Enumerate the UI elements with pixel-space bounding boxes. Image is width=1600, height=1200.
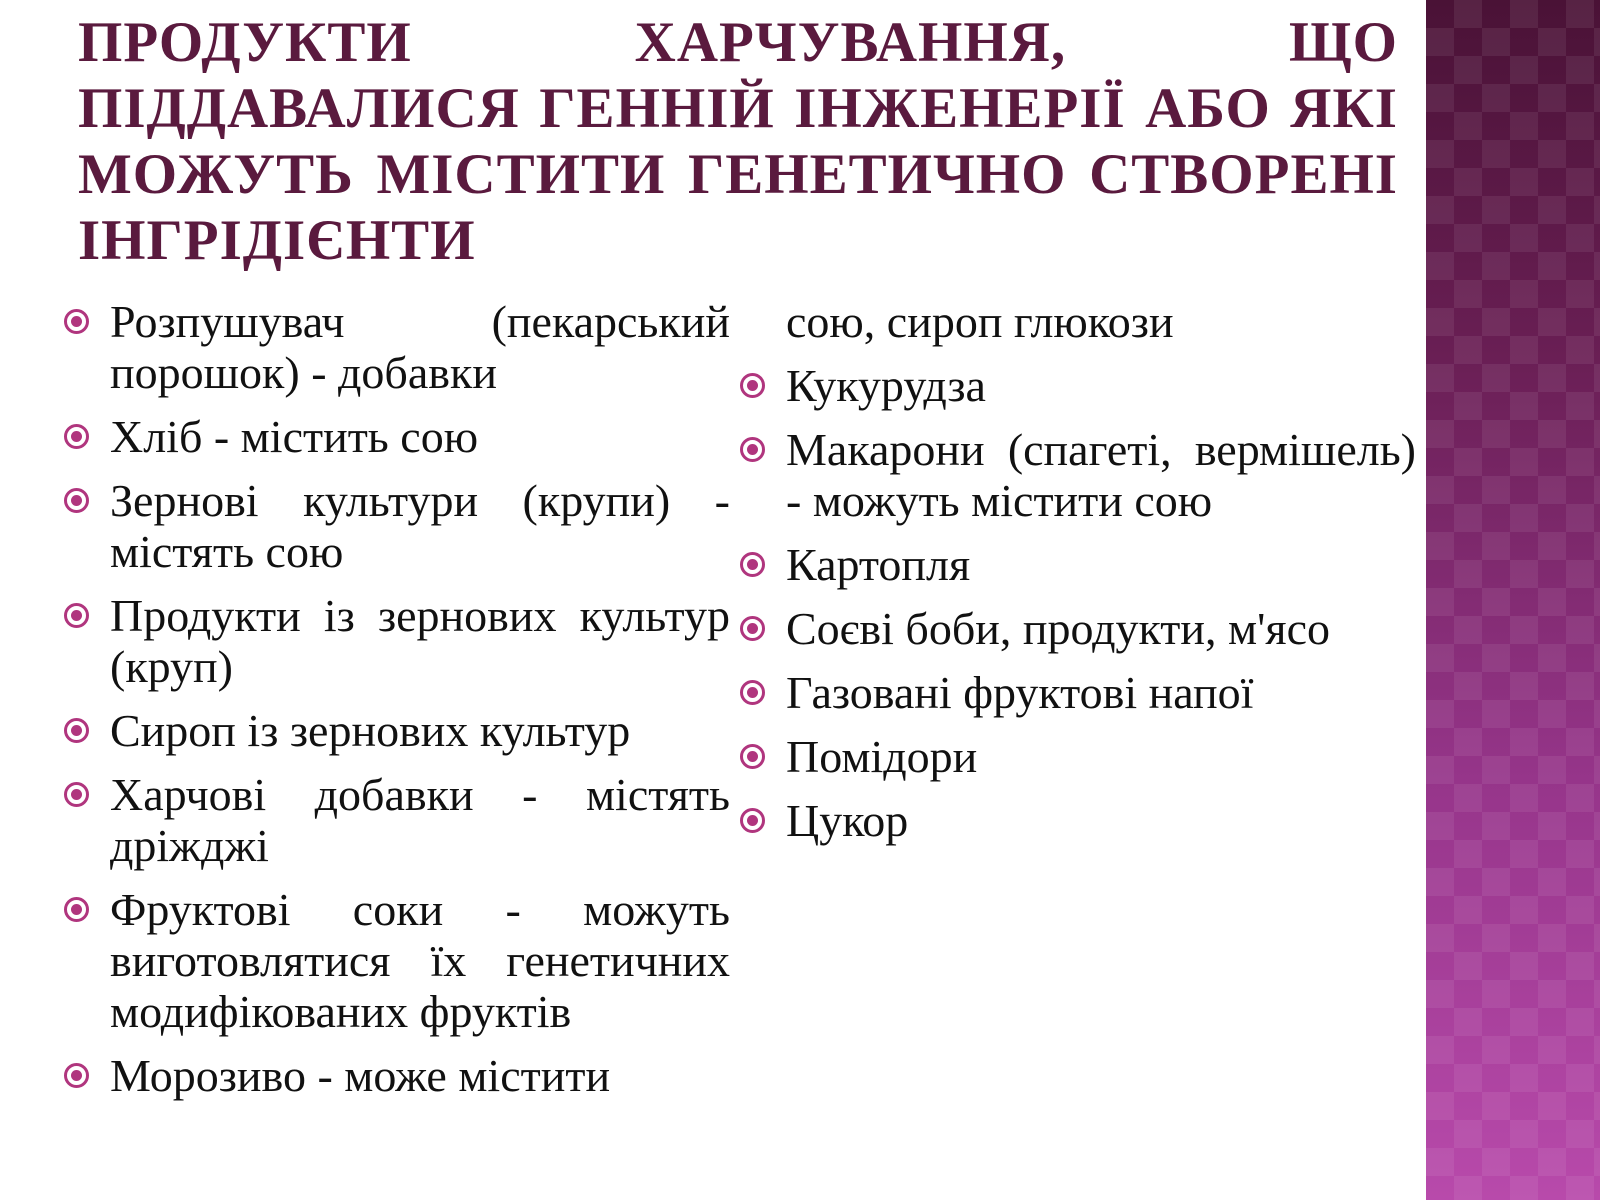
- bullet-item: [60, 411, 730, 462]
- circled-dot-icon: [64, 424, 89, 449]
- bullet-text: Помідори: [786, 731, 978, 782]
- bullet-item: [60, 475, 730, 577]
- bullet-text: Сироп із зернових культур: [110, 705, 631, 756]
- left-bullet-list: [60, 296, 730, 1114]
- bullet-item: [60, 769, 730, 871]
- bullet-item: [60, 296, 730, 398]
- circled-dot-icon: [740, 552, 765, 577]
- bullet-item: [60, 1050, 730, 1101]
- bullet-text: Зернові культури (крупи) - містять сою: [110, 475, 730, 577]
- circled-dot-icon: [64, 1063, 89, 1088]
- bullet-item: [736, 731, 1416, 782]
- circled-dot-icon: [64, 309, 89, 334]
- slide-title: ПРОДУКТИ ХАРЧУВАННЯ, ЩО ПІДДАВАЛИСЯ ГЕННІЙ ІНЖЕНЕРІЇ АБО ЯКІ МОЖУТЬ МІСТИТИ ГЕНЕТИЧНО СТВОРЕНІ ІНГРІДІЄНТИ: [78, 11, 1398, 272]
- bullet-text: сою, сироп глюкози: [786, 296, 1174, 347]
- bullet-text: Фруктові соки - можуть виготовлятися їх генетичних модифікованих фруктів: [110, 884, 730, 1037]
- bullet-item: [736, 603, 1416, 654]
- bullet-item: [60, 590, 730, 692]
- circled-dot-icon: [740, 680, 765, 705]
- bullet-text: Продукти із зернових культур (круп): [110, 590, 730, 692]
- right-bullet-list: [736, 296, 1416, 859]
- decorative-side-band: [1426, 0, 1600, 1200]
- circled-dot-icon: [740, 616, 765, 641]
- bullet-text: Хліб - містить сою: [110, 411, 479, 462]
- bullet-text: Кукурудза: [786, 360, 986, 411]
- bullet-text: Харчові добавки - містять дріжджі: [110, 769, 730, 871]
- bullet-item: [736, 539, 1416, 590]
- bullet-item: [736, 360, 1416, 411]
- bullet-item: [736, 424, 1416, 526]
- circled-dot-icon: [64, 488, 89, 513]
- bullet-text: Морозиво - може містити: [110, 1050, 611, 1101]
- circled-dot-icon: [64, 782, 89, 807]
- bullet-item: [60, 705, 730, 756]
- bullet-item: [60, 884, 730, 1037]
- bullet-text: Газовані фруктові напої: [786, 667, 1254, 718]
- circled-dot-icon: [740, 437, 765, 462]
- bullet-text: Розпушувач (пекарський порошок) - добавки: [110, 296, 730, 398]
- circled-dot-icon: [64, 603, 89, 628]
- bullet-text: Соєві боби, продукти, м'ясо: [786, 603, 1330, 654]
- bullet-item: [736, 795, 1416, 846]
- bullet-text: Макарони (спагеті, вермішель) - можуть містити сою: [786, 424, 1416, 526]
- circled-dot-icon: [740, 373, 765, 398]
- circled-dot-icon: [740, 808, 765, 833]
- continued-bullet-text: [736, 296, 1416, 347]
- circled-dot-icon: [740, 744, 765, 769]
- circled-dot-icon: [64, 718, 89, 743]
- bullet-text: Картопля: [786, 539, 971, 590]
- bullet-item: [736, 667, 1416, 718]
- bullet-text: Цукор: [786, 795, 909, 846]
- circled-dot-icon: [64, 897, 89, 922]
